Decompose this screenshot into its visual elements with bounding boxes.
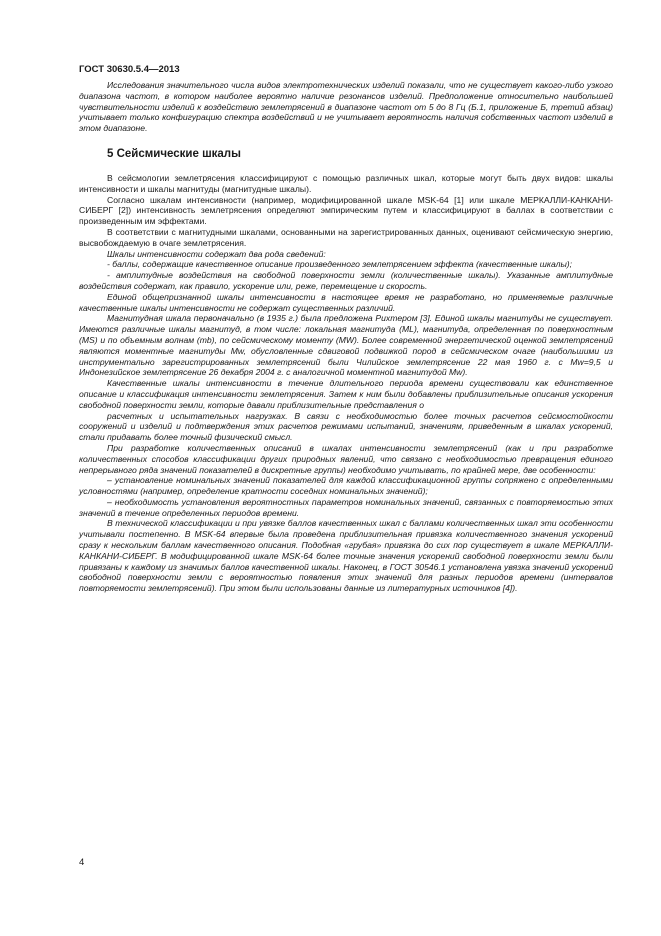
document-body <box>79 80 613 594</box>
body-paragraph: В технической классификации и при увязке баллов качественных шкал с баллами количественных шкал эти особенности учитывали постепенно. В MSK-64 впервые была проведена приблизительная привязка количественного значения ускорений сразу к нескольким баллам качественного описания. Подобная «грубая» привязка до сих пор существует в шкале МЕРКАЛЛИ-КАНКАНИ-СИБЕРГ. В модифицированной шкале MSK-64 более точные значения ускорений свободной поверхности земли были привязаны к каждому из значимых баллов качественной шкалы. Наконец, в ГОСТ 30546.1 установлена увязка значений ускорений свободной поверхности земли с вероятностью появления этих значений для разных периодов времени (интервалов повторяемости землетрясений). При этом были использованы данные из литературных источников [4]). <box>79 518 613 594</box>
body-paragraph: – установление номинальных значений показателей для каждой классификационной группы сопряжено с определенными условностями (например, определение кратности соседних номинальных значений); <box>79 475 613 497</box>
paragraph-list <box>79 173 613 594</box>
body-paragraph: – необходимость установления вероятностных параметров номинальных значений, связанных с повторяемостью этих значений в течение определенных периодов времени. <box>79 496 613 518</box>
body-paragraph: В соответствии с магнитудными шкалами, основанными на зарегистрированных данных, оценивают сейсмическую энергию, высвобождаемую в очаге землетрясения. <box>79 226 613 248</box>
body-paragraph: - баллы, содержащие качественное описание произведенного землетрясением эффекта (качественные шкалы); <box>107 259 573 270</box>
intro-paragraph: Исследования значительного числа видов электротехнических изделий показали, что не существует какого-либо узкого диапазона частот, в котором наиболее вероятно наличие резонансов изделий. Предположение относительно наибольшей чувствительности изделий к воздействию землетрясений в диапазоне частот от 5 до 8 Гц (Б.1, приложение Б, третий абзац) учитывает только конфигурацию спектра воздействий и не учитывает вероятность наличия собственных частот изделий в этом диапазоне. <box>79 80 613 134</box>
section-title: 5 Сейсмические шкалы <box>107 147 241 160</box>
body-paragraph: Согласно шкалам интенсивности (например, модифицированной шкале MSK-64 [1] или шкале МЕРКАЛЛИ-КАНКАНИ-СИБЕРГ [2]) интенсивность землетрясения определяют эмпирическим путем и классифицируют в баллах в соответствии с произведенным им эффектами. <box>79 194 613 227</box>
body-paragraph: - амплитудные воздействия на свободной поверхности земли (количественные шкалы). Указанные амплитудные воздействия содержат, как правило, ускорение или, реже, перемещение и скорость. <box>79 270 613 291</box>
body-paragraph: Шкалы интенсивности содержат два рода сведений: <box>107 248 326 259</box>
body-paragraph: расчетных и испытательных нагрузках. В связи с необходимостью более точных расчетов сейсмостойкости сооружений и изделий и подтверждения этих расчетов режимами испытаний, значениям, приведенным в шкалах ускорений, стали придавать более точный физический смысл. <box>79 410 613 443</box>
body-paragraph: В сейсмологии землетрясения классифицируют с помощью различных шкал, которые могут быть двух видов: шкалы интенсивности и шкалы магнитуды (магнитудные шкалы). <box>79 172 613 194</box>
body-paragraph: При разработке количественных описаний в шкалах интенсивности землетрясений (как и при разработке количественных способов классификации других природных явлений, что связано с необходимостью превращения единого непрерывного ряда значений показателей в дискретные группы) необходимо учитывать, по крайней мере, две особенности: <box>79 442 613 475</box>
body-paragraph: Качественные шкалы интенсивности в течение длительного периода времени существовали как единственное описание и классификация интенсивности землетрясения. Затем к ним были добавлены приблизительные описания ускорения свободной поверхности земли, которые давали приблизительные представления о <box>79 378 613 410</box>
page-number: 4 <box>79 857 85 868</box>
body-paragraph: Единой общепризнанной шкалы интенсивности в настоящее время не разработано, но применяемые различные качественные шкалы интенсивности не содержат существенных различий. <box>79 291 613 313</box>
document-header: ГОСТ 30630.5.4—2013 <box>79 64 180 75</box>
body-paragraph: Магнитудная шкала первоначально (в 1935 г.) была предложена Рихтером [3]. Единой шкалы магнитуды не существует. Имеются различные шкалы магнитуд, в том числе: локальная магнитуда (ML), магнитуда, определенная по поверхностным (MS) и по объемным волнам (mb), по сейсмическому моменту (MW). Более современной энергетической оценкой землетрясений являются моментные магнитуды Mw, обусловленные сдвиговой подвижкой пород в сейсмическом очаге (наибольшими из инструментально зарегистрированных землетрясений были Чилийское землетрясение 22 мая 1960 г. с Mw=9,5 и Индонезийское землетрясение 26 декабря 2004 г. с аналогичной моментной магнитудой Mw). <box>79 313 613 378</box>
